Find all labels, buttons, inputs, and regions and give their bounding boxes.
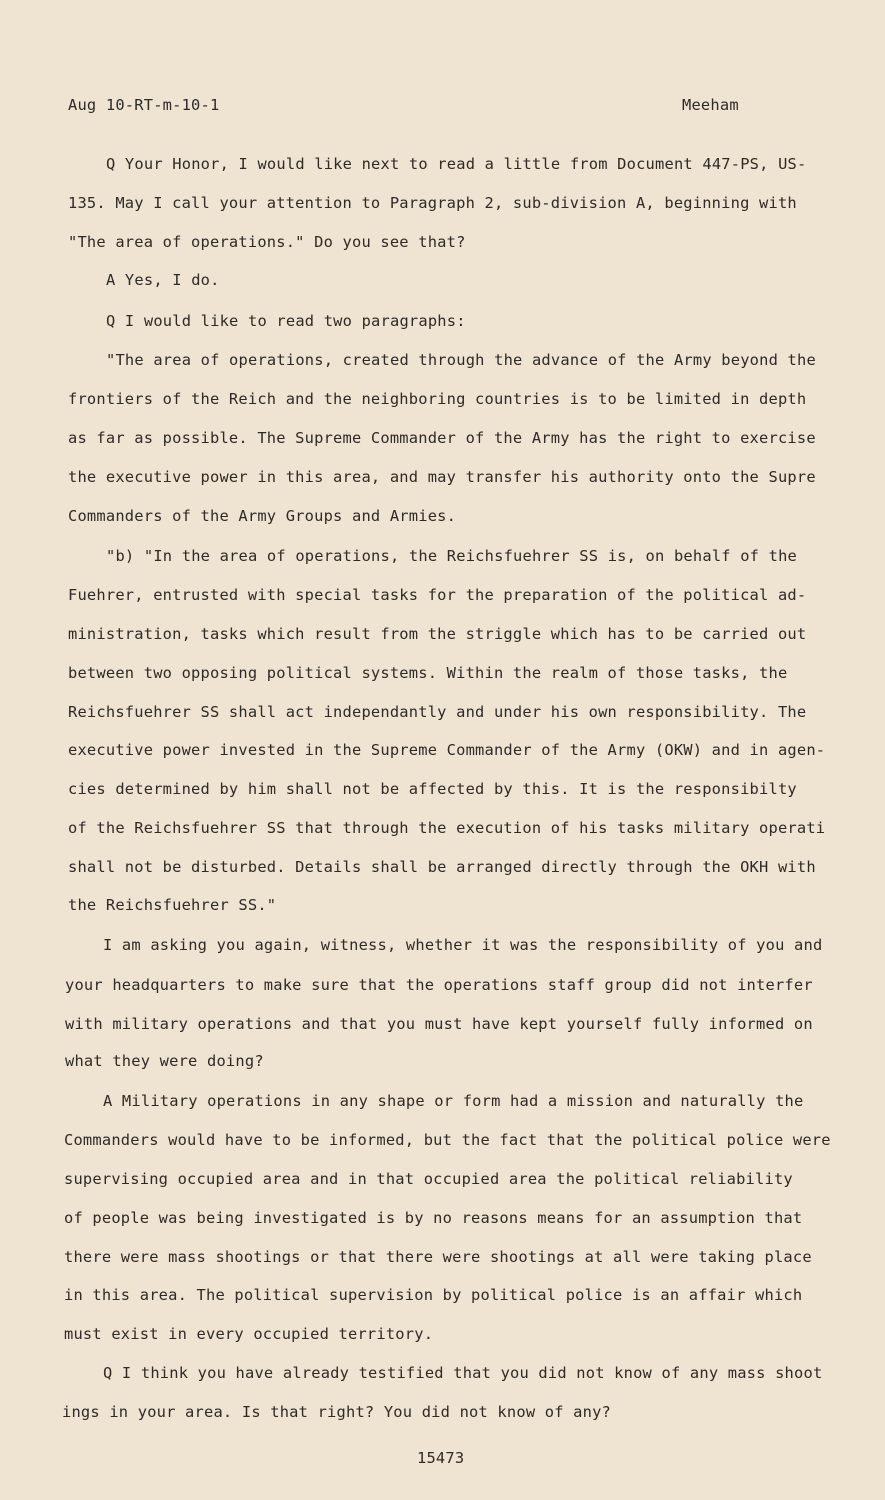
transcript-line: 135. May I call your attention to Paragraph 2, sub-division A, beginning with: [68, 194, 797, 212]
transcript-line: A Military operations in any shape or form had a mission and naturally the: [103, 1092, 804, 1110]
transcript-line: between two opposing political systems. Within the realm of those tasks, the: [68, 664, 788, 682]
document-reference: Aug 10-RT-m-10-1: [68, 96, 220, 114]
transcript-line: of the Reichsfuehrer SS that through the execution of his tasks military operati: [68, 819, 826, 837]
transcript-line: what they were doing?: [65, 1052, 264, 1070]
transcript-line: the Reichsfuehrer SS.": [68, 896, 277, 914]
transcript-line: "The area of operations." Do you see that?: [68, 233, 466, 251]
transcript-line: Q I would like to read two paragraphs:: [106, 312, 466, 330]
transcript-line: frontiers of the Reich and the neighboring countries is to be limited in depth: [68, 390, 807, 408]
transcript-line: ings in your area. Is that right? You did not know of any?: [62, 1403, 612, 1421]
transcript-line: Commanders would have to be informed, but the fact that the political police were: [64, 1131, 831, 1149]
transcript-line: there were mass shootings or that there were shootings at all were taking place: [64, 1248, 812, 1266]
transcript-line: Fuehrer, entrusted with special tasks for the preparation of the political ad-: [68, 586, 807, 604]
transcript-line: of people was being investigated is by no reasons means for an assumption that: [64, 1209, 803, 1227]
transcript-line: as far as possible. The Supreme Commander of the Army has the right to exercise: [68, 429, 816, 447]
transcript-line: with military operations and that you must have kept yourself fully informed on: [65, 1015, 813, 1033]
transcript-line: executive power invested in the Supreme Commander of the Army (OKW) and in agen-: [68, 741, 826, 759]
transcript-line: I am asking you again, witness, whether it was the responsibility of you and: [103, 936, 823, 954]
transcript-line: cies determined by him shall not be affected by this. It is the responsibilty: [68, 780, 797, 798]
transcript-line: A Yes, I do.: [106, 271, 220, 289]
transcript-line: "The area of operations, created through the advance of the Army beyond the: [106, 351, 816, 369]
transcript-line: supervising occupied area and in that occupied area the political reliability: [64, 1170, 793, 1188]
transcript-line: "b) "In the area of operations, the Reichsfuehrer SS is, on behalf of the: [106, 547, 798, 565]
transcript-line: Reichsfuehrer SS shall act independantly and under his own responsibility. The: [68, 703, 807, 721]
transcript-line: in this area. The political supervision by political police is an affair which: [64, 1286, 803, 1304]
transcript-line: must exist in every occupied territory.: [64, 1325, 434, 1343]
transcript-line: Q I think you have already testified that you did not know of any mass shoot: [103, 1364, 823, 1382]
reporter-name: Meeham: [682, 96, 739, 114]
transcript-line: Commanders of the Army Groups and Armies.: [68, 507, 457, 525]
transcript-line: ministration, tasks which result from the striggle which has to be carried out: [68, 625, 807, 643]
transcript-line: the executive power in this area, and may transfer his authority onto the Supre: [68, 468, 816, 486]
transcript-line: Q Your Honor, I would like next to read a little from Document 447-PS, US-: [106, 155, 807, 173]
page-number: 15473: [417, 1449, 465, 1467]
transcript-line: shall not be disturbed. Details shall be arranged directly through the OKH with: [68, 858, 816, 876]
transcript-line: your headquarters to make sure that the operations staff group did not interfer: [65, 976, 813, 994]
